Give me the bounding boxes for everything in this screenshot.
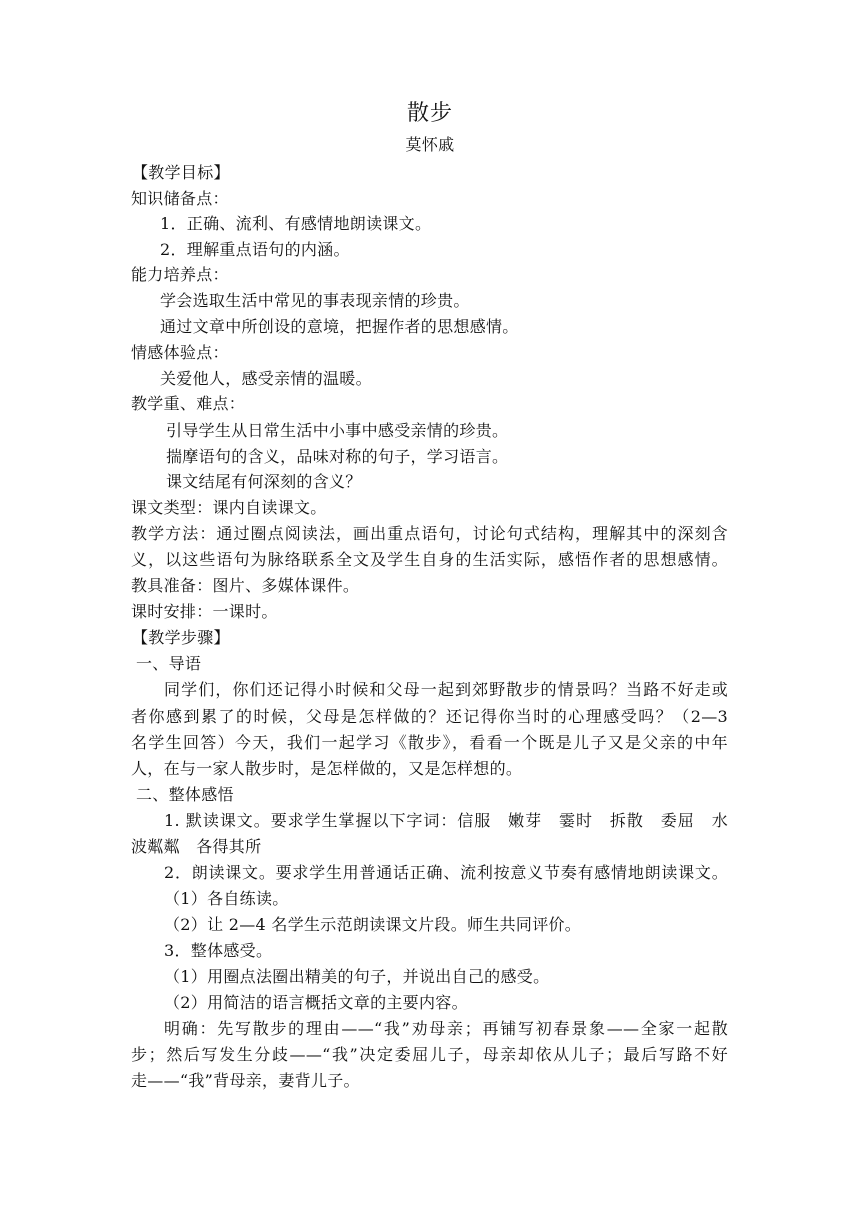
list-item: （2）用简洁的语言概括文章的主要内容。 <box>164 993 468 1012</box>
document-title: 散步 <box>406 101 453 126</box>
section-heading-steps: 【教学步骤】 <box>132 628 230 647</box>
paragraph-line: 1. 默读课文。要求学生掌握以下字词：信服 嫩芽 霎时 拆散 委屈 水 <box>164 811 728 830</box>
subheading-key-points: 教学重、难点： <box>131 394 246 413</box>
list-item: 学会选取生活中常见的事表现亲情的珍贵。 <box>160 291 470 310</box>
list-item: （2）让 2—4 名学生示范朗读课文片段。师生共同评价。 <box>164 915 582 934</box>
step-heading-intro: 一、导语 <box>136 654 202 673</box>
step-heading-overall: 二、整体感悟 <box>136 785 234 804</box>
subheading-knowledge: 知识储备点： <box>131 189 229 208</box>
teaching-method-line: 义，以这些语句为脉络联系全文及学生自身的生活实际，感悟作者的思想感情。 <box>131 550 728 569</box>
list-item: 引导学生从日常生活中小事中感受亲情的珍贵。 <box>166 421 509 440</box>
paragraph-line: 步；然后写发生分歧——“我”决定委屈儿子，母亲却依从儿子；最后写路不好 <box>131 1045 728 1064</box>
teaching-tools: 教具准备：图片、多媒体课件。 <box>131 576 360 595</box>
paragraph-line: 波粼粼 各得其所 <box>131 837 262 856</box>
list-item: 揣摩语句的含义，品味对称的句子，学习语言。 <box>166 447 509 466</box>
paragraph-line: 同学们，你们还记得小时候和父母一起到郊野散步的情景吗？当路不好走或 <box>164 680 728 699</box>
section-heading-objectives: 【教学目标】 <box>132 163 230 182</box>
list-item: 关爱他人，感受亲情的温暖。 <box>160 369 372 388</box>
paragraph-line: 2．朗读课文。要求学生用普通话正确、流利按意义节奏有感情地朗读课文。 <box>164 863 728 882</box>
list-item: 3．整体感受。 <box>164 941 273 960</box>
list-item: 通过文章中所创设的意境，把握作者的思想感情。 <box>160 317 519 336</box>
paragraph-line: 名学生回答）今天，我们一起学习《散步》，看看一个既是儿子又是父亲的中年 <box>131 733 728 752</box>
teaching-method-line: 教学方法：通过圈点阅读法，画出重点语句，讨论句式结构，理解其中的深刻含 <box>131 524 728 543</box>
paragraph-line: 走——“我”背母亲，妻背儿子。 <box>131 1071 360 1090</box>
list-item: 1．正确、流利、有感情地朗读课文。 <box>160 214 432 233</box>
author-name: 莫怀戚 <box>405 135 455 154</box>
paragraph-line: 明确：先写散步的理由——“我”劝母亲；再铺写初春景象——全家一起散 <box>164 1019 728 1038</box>
paragraph-line: 者你感到累了的时候，父母是怎样做的？还记得你当时的心理感受吗？（2—3 <box>131 707 728 726</box>
paragraph-line: 人，在与一家人散步时，是怎样做的，又是怎样想的。 <box>131 759 523 778</box>
list-item: 课文结尾有何深刻的含义？ <box>166 472 362 491</box>
subheading-ability: 能力培养点： <box>131 265 229 284</box>
list-item: 2．理解重点语句的内涵。 <box>160 240 350 259</box>
lesson-type: 课文类型：课内自读课文。 <box>131 498 327 517</box>
list-item: （1）用圈点法圈出精美的句子，并说出自己的感受。 <box>164 967 550 986</box>
list-item: （1）各自练读。 <box>164 889 289 908</box>
class-schedule: 课时安排：一课时。 <box>131 602 278 621</box>
subheading-emotion: 情感体验点： <box>131 343 229 362</box>
